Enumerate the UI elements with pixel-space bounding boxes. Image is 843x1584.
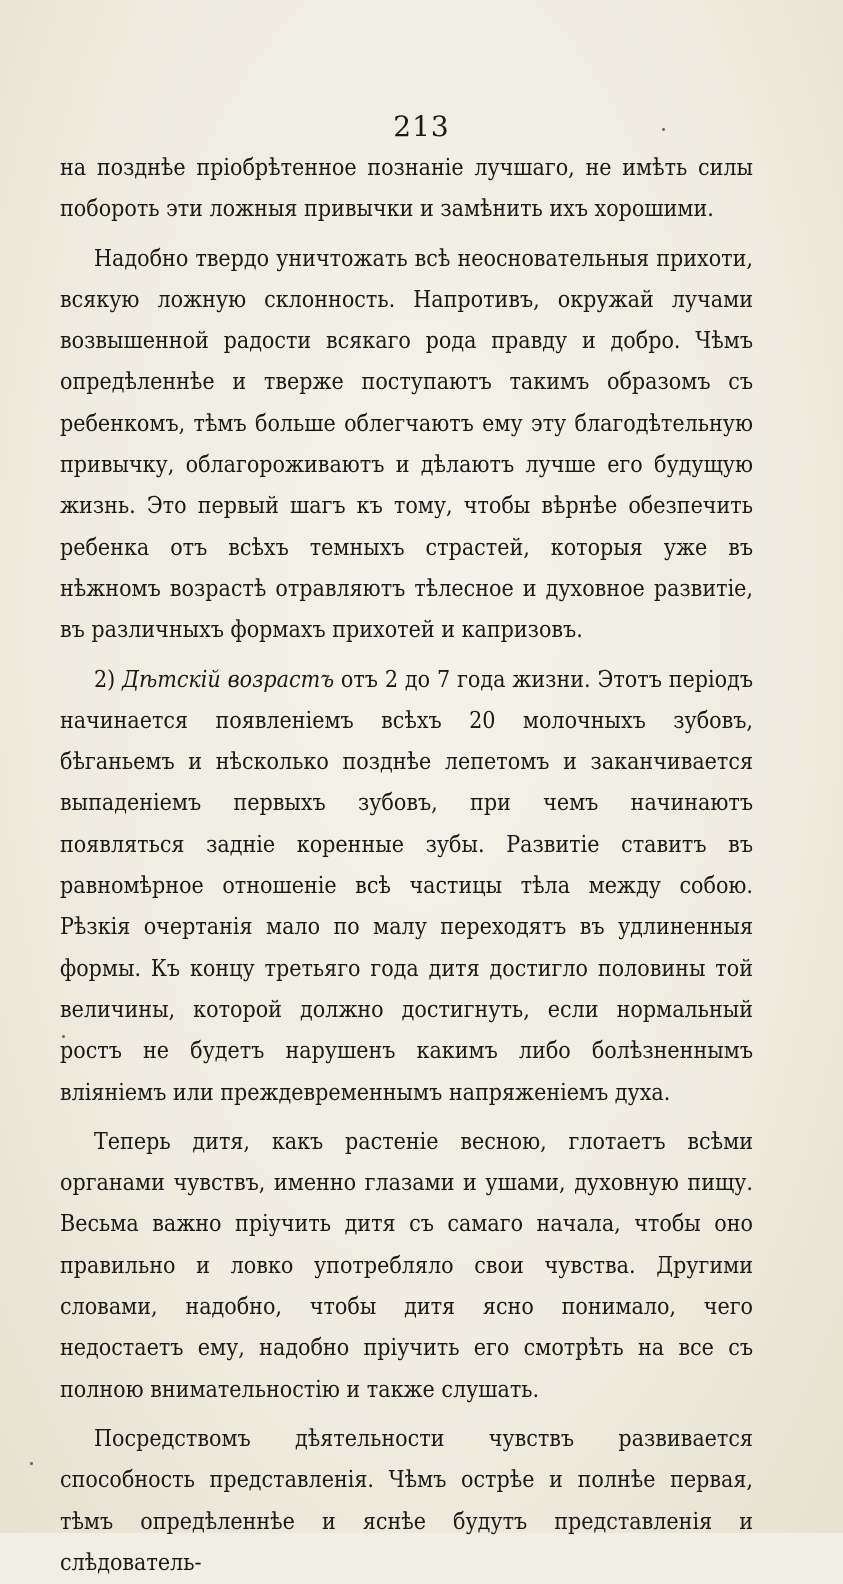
print-speck (662, 128, 665, 131)
paragraph-habits: Надобно твердо уничтожать всѣ неосновательныя прихоти, всякую ложную склонность. Напротивъ, окружай лучами возвышенной радости всякаго рода правду и добро. Чѣмъ опредѣленнѣе и тверже поступаютъ такимъ образомъ съ ребенкомъ, тѣмъ больше облегчаютъ ему эту благодѣтельную привычку, облагороживаютъ и дѣлаютъ лучше его будущую жизнь. Это первый шагъ къ тому, чтобы вѣрнѣе обезпечить ребенка отъ всѣхъ темныхъ страстей, которыя уже въ нѣжномъ возрастѣ отравляютъ тѣлесное и духовное развитіе, въ различныхъ формахъ прихотей и капризовъ. (60, 245, 753, 644)
paragraph-childhood-body: отъ 2 до 7 года жизни. Этотъ періодъ начинается появленіемъ всѣхъ 20 молочныхъ зубовъ, бѣганьемъ и нѣсколько позднѣе лепетомъ и заканчивается выпаденіемъ первыхъ зубовъ, при чемъ начинаютъ появляться задніе коренные зубы. Развитіе ставитъ въ равномѣрное отношеніе всѣ частицы тѣла между собою. Рѣзкія очертанія мало по малу переходятъ въ удлиненныя формы. Къ концу третьяго года дитя достигло половины той величины, которой должно достигнуть, если нормальный ростъ не будетъ нарушенъ какимъ либо болѣзненнымъ вліяніемъ или преждевременнымъ напряженіемъ духа. (60, 666, 753, 1106)
print-speck (30, 1462, 33, 1465)
section-heading-italic: Дѣтскій возрастъ (122, 666, 334, 693)
section-number: 2) (94, 666, 123, 693)
page-number: 213 (393, 110, 450, 143)
paragraph-perception: Посредствомъ дѣятельности чувствъ развивается способность представленія. Чѣмъ острѣе и полнѣе первая, тѣмъ опредѣленнѣе и яснѣе будутъ представленія и слѣдователь- (60, 1425, 753, 1576)
paragraph-childhood-age (60, 660, 753, 1114)
paragraph-senses: Теперь дитя, какъ растеніе весною, глотаетъ всѣми органами чувствъ, именно глазами и ушами, духовную пищу. Весьма важно пріучить дитя съ самаго начала, чтобы оно правильно и ловко употребляло свои чувства. Другими словами, надобно, чтобы дитя ясно понимало, чего недостаетъ ему, надобно пріучить его смотрѣть на все съ полною внимательностію и также слушать. (60, 1128, 753, 1403)
paragraph-continuation: на позднѣе пріобрѣтенное познаніе лучшаго, не имѣть силы побороть эти ложныя привычки и замѣнить ихъ хорошими. (60, 155, 753, 223)
print-speck (62, 1035, 65, 1038)
body-text (60, 148, 753, 1584)
